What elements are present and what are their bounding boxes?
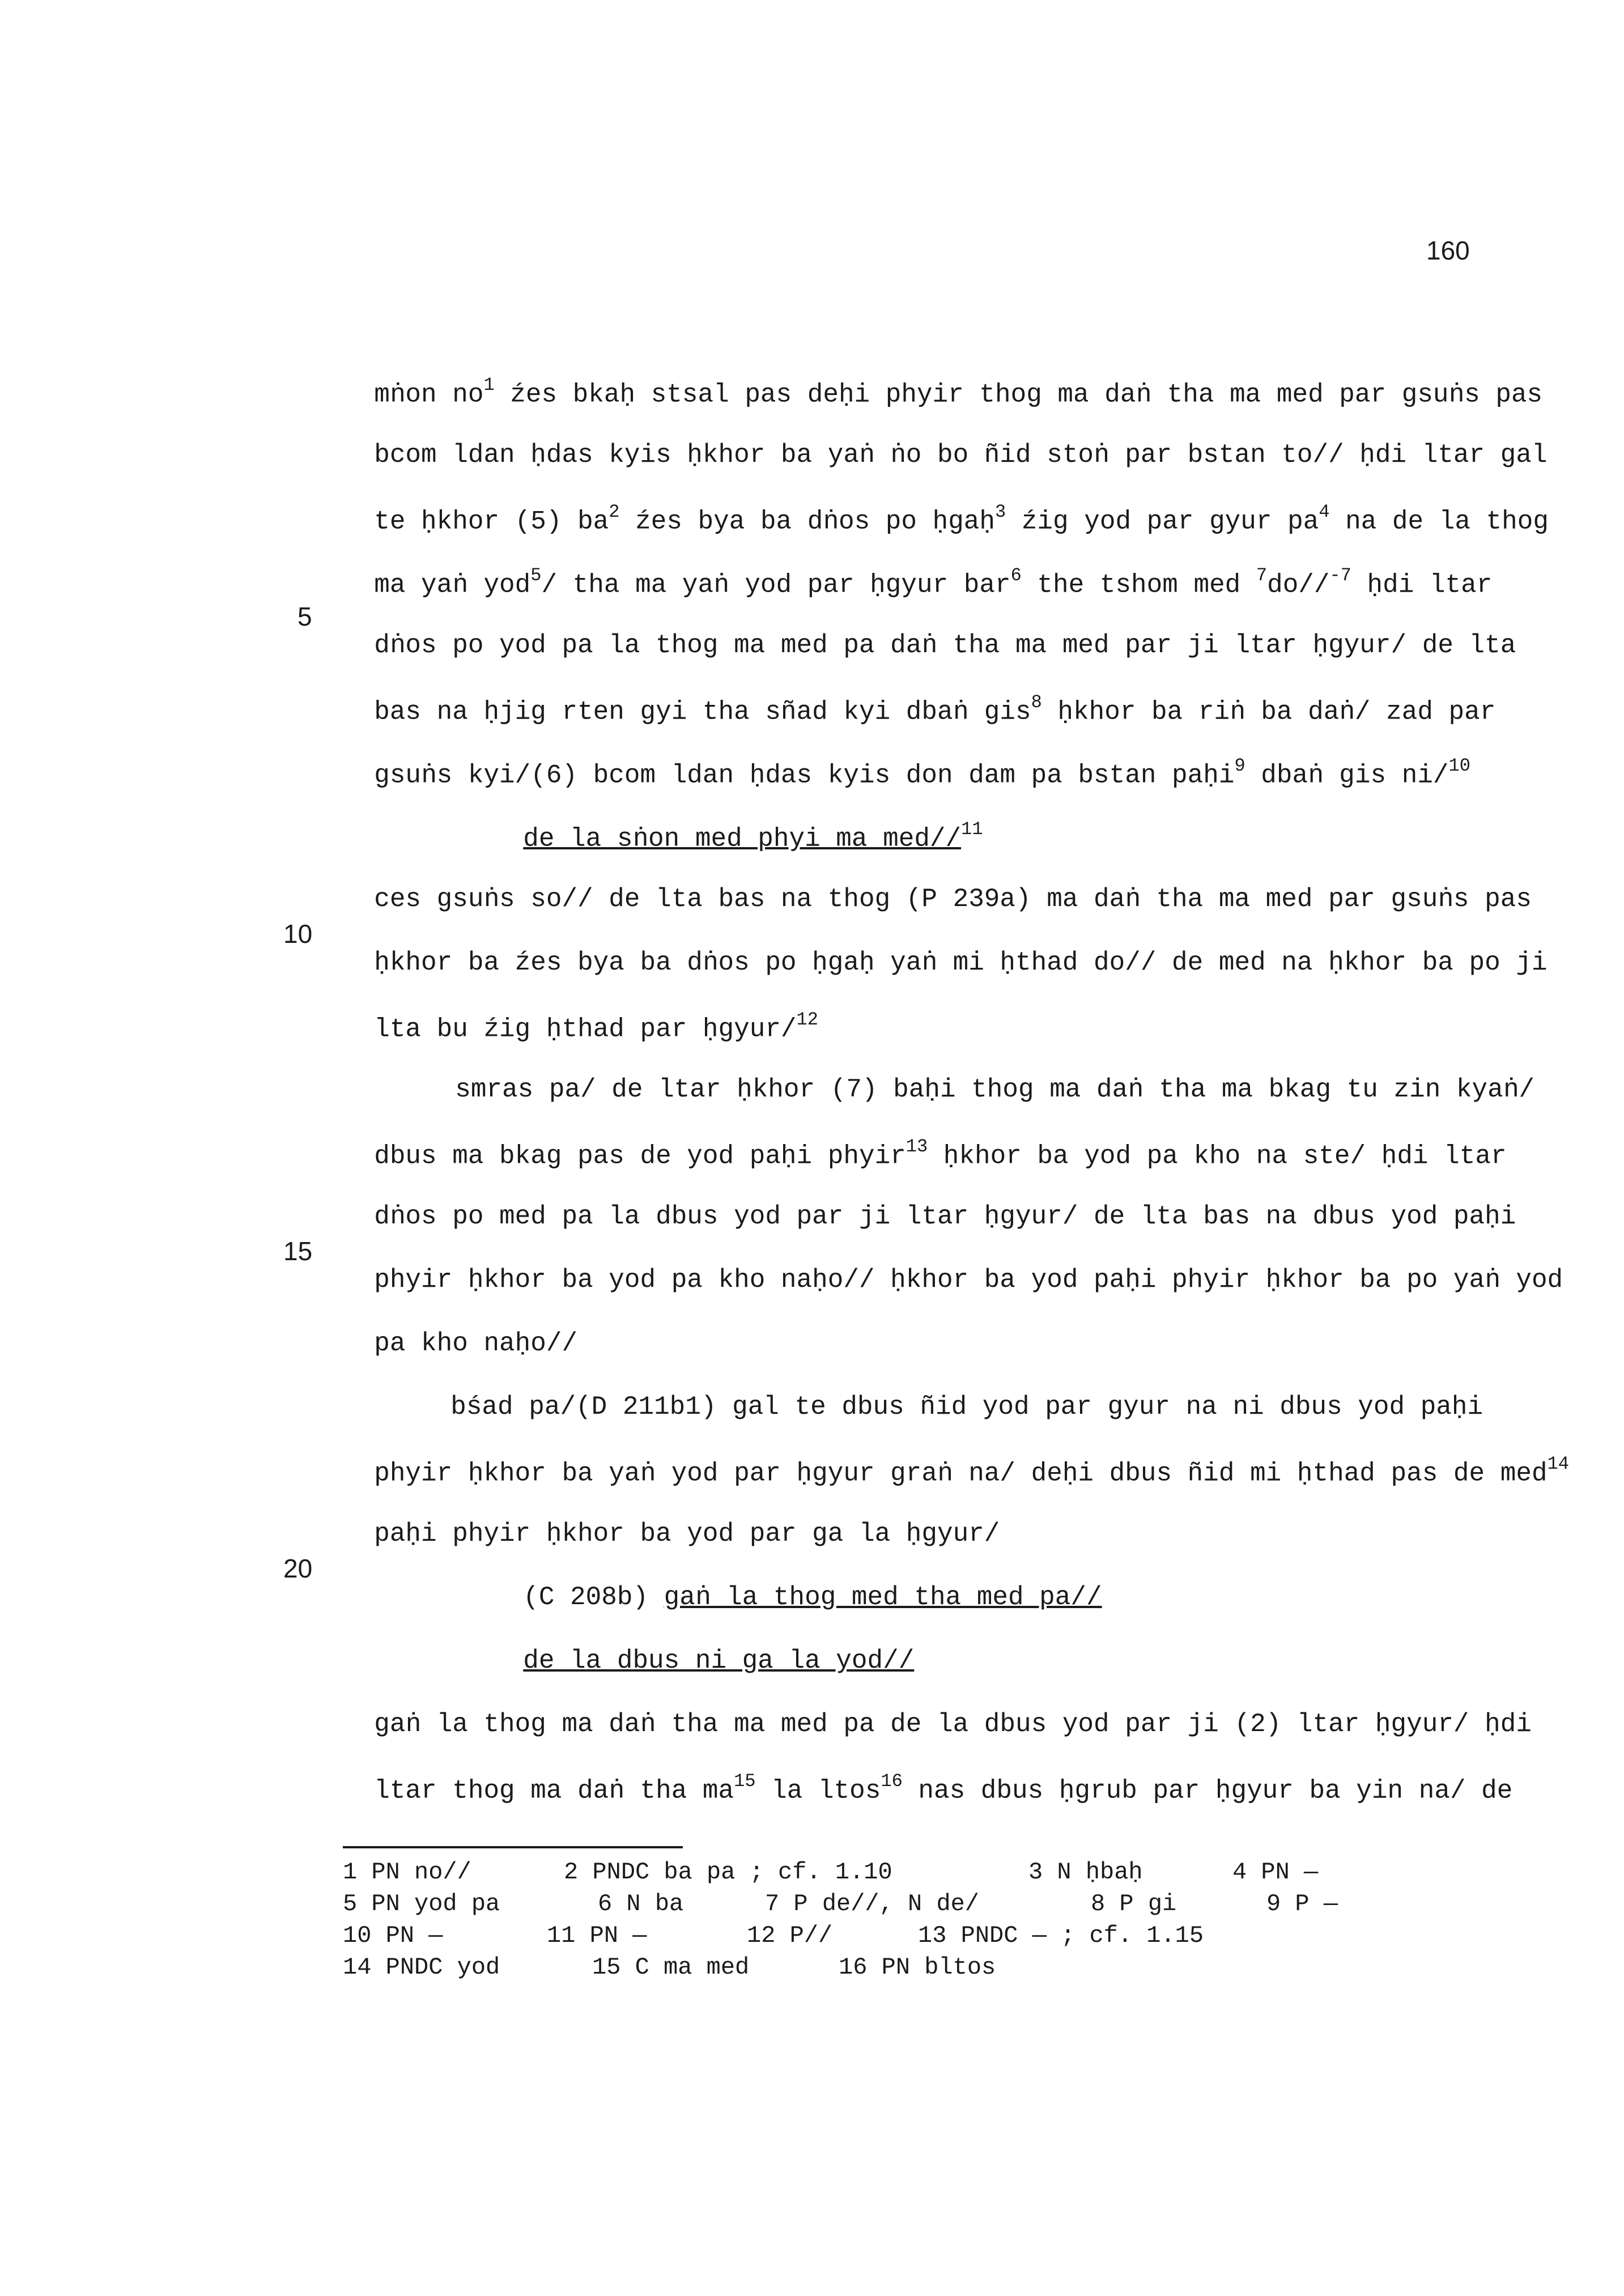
page-number: 160 (1426, 236, 1470, 265)
footnote: 15 C ma med (592, 1954, 750, 1981)
text-line-6: bas na ḥjig rten gyi tha sñad kyi dbaṅ gis$^8$ ḥkhor ba riṅ ba daṅ/ zad par (374, 692, 1496, 727)
text-line-1: mṅon $no^1$ źes bkaḥ stsal pas deḥi phyir thog ma daṅ tha ma med par gsuṅs pas (374, 375, 1543, 410)
verse-line-1: de la sṅon med phyi ma med//$^{11}$ (523, 819, 983, 854)
footnote: 3 N ḥbaḥ (1028, 1859, 1143, 1886)
text-line-2: bcom ldan ḥdas kyis ḥkhor ba yaṅ ṅo bo ñid stoṅ par bstan to// ḥdi ltar gal (374, 440, 1548, 470)
text-line-16: pa kho naḥo// (374, 1329, 578, 1358)
text-line-4: ma yaṅ yod$^5$/ tha ma yaṅ yod par ḥgyur bar$^6$ the tshom med $^7$do//$^{-7}$ ḥdi ltar (374, 565, 1493, 600)
text-line-23: ltar thog ma daṅ tha $ma^{15}$ la ltos$^{16}$ nas dbus ḥgrub par ḥgyur ba yin na/ de (374, 1771, 1513, 1806)
footnote: 2 PNDC ba pa ; cf. 1.10 (564, 1859, 892, 1886)
footnote: 16 PN bltos (839, 1954, 996, 1981)
text-line-12: smras pa/ de ltar ḥkhor (7) baḥi thog ma daṅ tha ma bkag tu zin kyaṅ/ (455, 1075, 1534, 1104)
text-line-10: ḥkhor ba źes bya ba dṅos po ḥgaḥ yaṅ mi ḥthad do// de med na ḥkhor ba po ji (374, 948, 1548, 977)
line-number-20: 20 (283, 1554, 313, 1583)
text-line-13: dbus ma bkag pas de yod paḥi phyir$^{13}$ ḥkhor ba yod pa kho na ste/ ḥdi ltar (374, 1136, 1507, 1171)
text-line-7: gsuṅs kyi/(6) bcom ldan ḥdas kyis don dam pa bstan paḥi$^9$ dbaṅ gis ni/$^{10}$ (374, 755, 1470, 790)
line-number-5: 5 (297, 602, 312, 631)
line-number-10: 10 (283, 919, 313, 949)
footnote: 9 P — (1266, 1890, 1338, 1917)
footnote-separator (343, 1846, 683, 1848)
footnote: 1 PN no// (343, 1859, 471, 1886)
text-line-17: bśad pa/(D 211b1) gal te dbus ñid yod par gyur na ni dbus yod paḥi (450, 1392, 1483, 1422)
footnote: 8 P gi (1091, 1890, 1177, 1917)
text-line-9: ces gsuṅs so// de lta bas na thog (P 239a) ma daṅ tha ma med par gsuṅs pas (374, 885, 1532, 914)
line-number-15: 15 (283, 1236, 313, 1266)
footnote: 5 PN yod pa (343, 1890, 500, 1917)
text-line-11: lta bu źig ḥthad par ḥgyur/$^{12}$ (374, 1009, 818, 1044)
text-line-5: dṅos po yod pa la thog ma med pa daṅ tha ma med par ji ltar ḥgyur/ de lta (374, 631, 1516, 660)
text-line-14: dṅos po med pa la dbus yod par ji ltar ḥgyur/ de lta bas na dbus yod paḥi (374, 1202, 1516, 1231)
text-line-15: phyir ḥkhor ba yod pa kho naḥo// ḥkhor ba yod paḥi phyir ḥkhor ba po yaṅ yod (374, 1265, 1563, 1295)
verse-line-2: (C 208b) gaṅ la thog med tha med pa// (523, 1583, 1102, 1612)
verse-line-3: de la dbus ni ga la yod// (523, 1646, 915, 1676)
footnote: 6 N ba (598, 1890, 684, 1917)
footnote: 10 PN — (343, 1922, 443, 1949)
footnote: 4 PN — (1232, 1859, 1319, 1886)
text-line-22: gaṅ la thog ma daṅ tha ma med pa de la dbus yod par ji (2) ltar ḥgyur/ ḥdi (374, 1710, 1532, 1739)
footnote: 12 P// (747, 1922, 833, 1949)
footnote: 14 PNDC yod (343, 1954, 500, 1981)
footnote: 11 PN — (547, 1922, 647, 1949)
text-line-18: phyir ḥkhor ba yaṅ yod par ḥgyur graṅ na/ deḥi dbus ñid mi ḥthad pas de med$^{14}$ (374, 1453, 1569, 1489)
footnote: 7 P de//, N de/ (765, 1890, 980, 1917)
text-line-3: te ḥkhor (5) $ba^2$ źes bya ba dṅos po ḥgaḥ$^3$ źig yod par gyur $pa^4$ na de la thog (374, 501, 1549, 537)
text-line-19: paḥi phyir ḥkhor ba yod par ga la ḥgyur/ (374, 1519, 1000, 1549)
footnote: 13 PNDC — ; cf. 1.15 (918, 1922, 1204, 1949)
